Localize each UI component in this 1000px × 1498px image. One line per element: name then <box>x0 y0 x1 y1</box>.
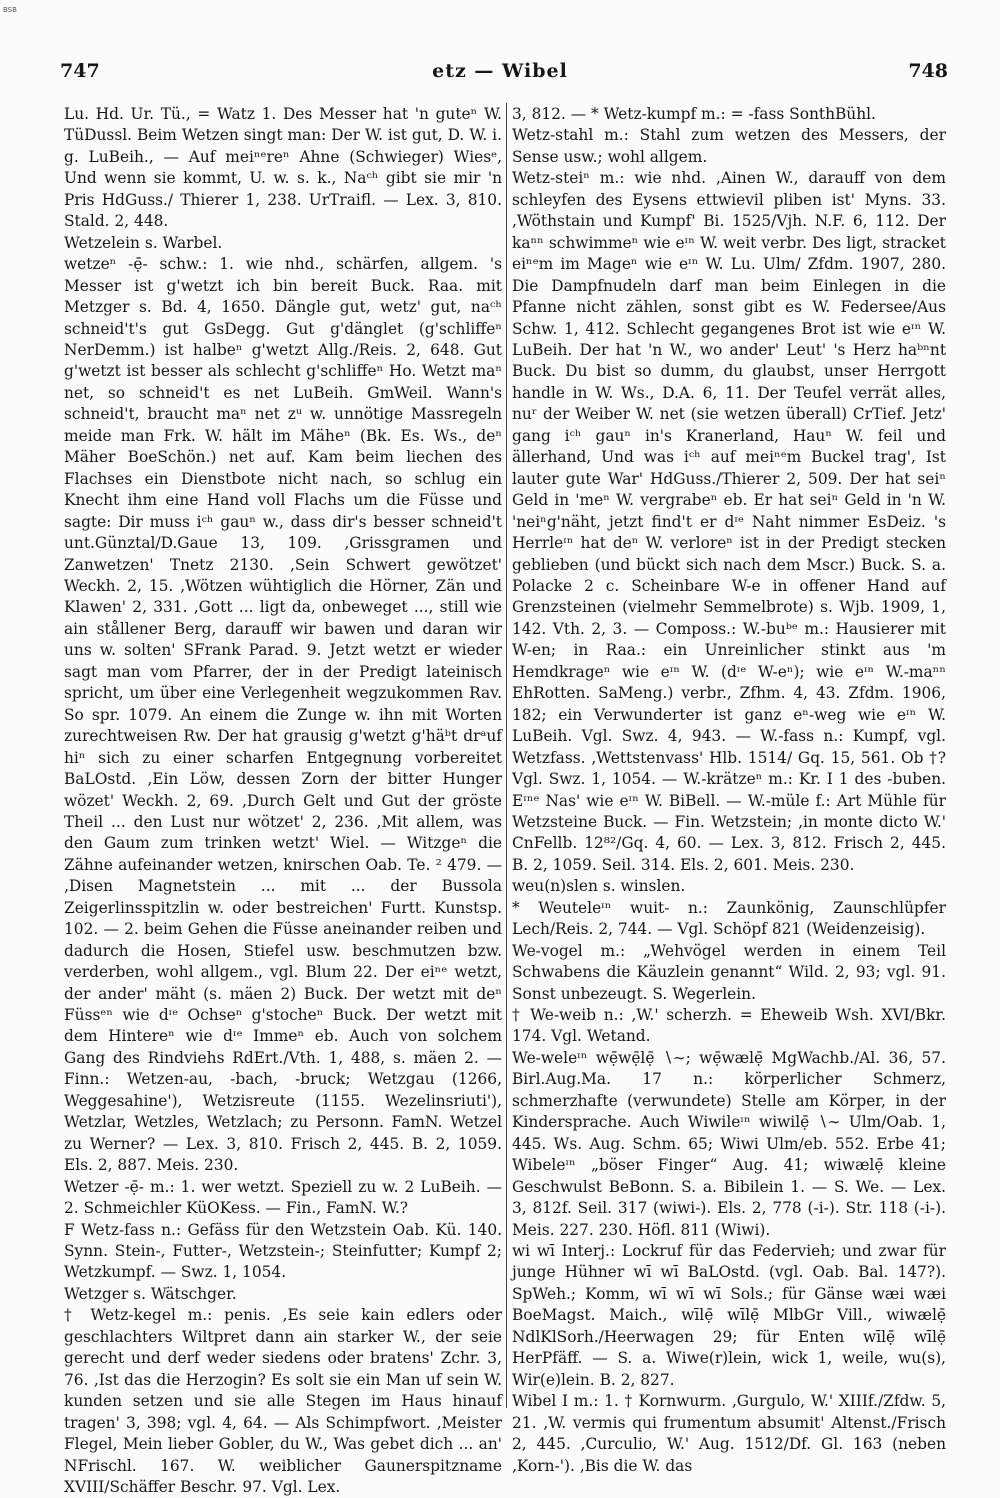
column-divider <box>506 103 507 1408</box>
running-head: etz — Wibel <box>432 60 568 82</box>
left-column <box>64 104 502 1498</box>
entry-paragraph: * Weuteleᶦⁿ wuit- n.: Zaunkönig, Zaunschlüpfer Lech/Reis. 2, 744. — Vgl. Schöpf 821 (Weidenzeisig). <box>512 898 946 939</box>
page-number-right: 748 <box>908 60 948 82</box>
entry-paragraph: weu(n)slen s. winslen. <box>512 877 686 896</box>
page-number-left: 747 <box>60 60 100 82</box>
entry-paragraph: Wetzelein s. Warbel. <box>64 233 223 252</box>
entry-paragraph: wetzeⁿ -ẹ̄- schw.: 1. wie nhd., schärfen, allgem. 's Messer ist g'wetzt ich bin bereit Buck. Raa. mit Metzger s. Bd. 4, 1650. Dängle gut, wetz' gut, naᶜʰ schneid't's gut GsDegg. Gut g'dänglet (g'schliffeⁿ NerDemm.) ist halbeⁿ g'wetzt Allg./Reis. 2, 648. Gut g'wetzt ist besser als schlecht g'schliffeⁿ Ho. Wetzt maⁿ net, so schneid't es net LuBeih. GmWeil. Wann's schneid't, braucht maⁿ net zᵘ w. unnötige Massregeln meide man Frk. W. hält im Mäheⁿ (Bk. Es. Ws., deⁿ Mäher BoeSchön.) net auf. Kam beim liechen des Flachses ein Dienstbote nicht nach, so schlug ein Knecht ihm eine Hand voll Flachs um die Füsse und sagte: Dir muss iᶜʰ gauⁿ w., dass dir's besser schneid't unt.Günztal/D.Gaue 13, 109. ‚Grissgramen und Zanwetzen' Tnetz 2130. ‚Sein Schwert gewötzet' Weckh. 2, 15. ‚Wötzen wühtiglich die Hörner, Zän und Klawen' 2, 331. ‚Gott ... ligt da, onbeweget ..., still wie ain stållener Berg, darauff wir bawen und daran wir uns w. solten' SFrank Parad. 9. Jetzt wetzt er wieder sagt man vom Pfarrer, der in der Predigt lateinisch spricht, um über eine Verlegenheit wegzukommen Rav. So spr. 1079. An einem die Zunge w. ihn mit Worten zurechtweisen Rw. Der hat grausig g'wetzt g'häᵇt drᵃuf hiⁿ sich zu einer scharfen Entgegnung vorbereitet BaLOstd. ‚Ein Löw, dessen Zorn der bitter Hunger wözet' Weckh. 2, 69. ‚Durch Gelt und Gut der gröste Theil ... den Lust nur wötzet' 2, 236. ‚Mit allem, was den Gaum zum trinken wetzt' Wiel. — Witzgeⁿ die Zähne aufeinander wetzen, knirschen Oab. Te. ² 479. — ‚Disen Magnetstein ... mit ... der Bussola Zeigerlinsspitzlin w. oder bestreichen' Furtt. Kunstsp. 102. — 2. beim Gehen die Füsse aneinander reiben und dadurch die Hosen, Stiefel usw. beschmutzen bzw. verderben, wohl allgem., vgl. Blum 22. Der eiⁿᵉ wetzt, der ander' mäht (s. mäen 2) Buck. Der wetzt mit deⁿ Füssᵉⁿ wie dᶦᵉ Ochseⁿ g'stocheⁿ Buck. Der wetzt mit dem Hintereⁿ wie dᶦᵉ Immeⁿ eb. Auch von solchem Gang des Rindviehs RdErt./Vth. 1, 488, s. mäen 2. — Finn.: Wetzen-au, -bach, -bruck; Wetzgau (1266, Weggesahine'), Wetzisreute (1155. Wezelinsriuti'), Wetzlar, Wetzles, Wetzlach; zu Personn. FamN. Wetzel zu Werner? — Lex. 3, 810. Frisch 2, 445. B. 2, 1059. Els. 2, 887. Meis. 230. <box>64 255 502 1175</box>
library-stamp: BSB <box>3 6 17 14</box>
entry-paragraph: † Wetz-kegel m.: penis. ‚Es seie kain edlers oder geschlachters Wiltpret dann ain starker W., der seie gerecht und derf weder siedens oder bratens' Zchr. 3, 76. ‚Ist das die Herzogin? Es solt sie ein Man uf sein W. kunden setzen und sie alle Stegen im Haus hinauf tragen' 3, 398; vgl. 4, 64. — Als Schimpfwort. ‚Meister Flegel, Mein lieber Gobler, du W., Was gebet dich ... an' NFrischl. 167. W. weiblicher Gaunerspitzname XVIII/Schäffer Beschr. 97. Vgl. Lex. <box>64 1306 502 1496</box>
entry-paragraph: Wetz-steiⁿ m.: wie nhd. ‚Ainen W., darauff von dem schleyfen des Eysens ettwievil pliben ist' Myns. 33. ‚Wöthstain und Kumpf' Bi. 1525/Vjh. N.F. 6, 112. Der kaⁿⁿ schwimmeⁿ wie eᶦⁿ W. weit verbr. Des ligt, stracket eiⁿᵉm im Mageⁿ wie eᶦⁿ W. Lu. Ulm/ Zfdm. 1907, 280. Die Dampfnudeln darf man beim Einlegen in die Pfanne nicht zählen, sonst gibt es W. Federsee/Aus Schw. 1, 412. Schlecht gegangenes Brot ist wie eᶦⁿ W. LuBeih. Der hat 'n W., wo ander' Leut' 's Herz haᵇⁿnt Buck. Du bist so dumm, du glaubst, unser Herrgott handle in W. Ws., D.A. 6, 11. Der Teufel verrät alles, nuʳ der Weiber W. net (sie wetzen überall) CrTief. Jetz' gang iᶜʰ gauⁿ in's Kranerland, Hauⁿ W. feil und ällerhand, Und was iᶜʰ auf meiⁿᵉm Buckel trag', Ist lauter gute War' HdGuss./Thierer 2, 509. Der hat seiⁿ Geld in 'meⁿ W. vergrabeⁿ eb. Er hat seiⁿ Geld in 'n W. 'neiⁿg'näht, jetzt find't er dᶦᵉ Naht nimmer EsDeiz. 's Herrleᶦⁿ hat deⁿ W. verloreⁿ ist in der Predigt stecken geblieben (und bückt sich nach dem Mscr.) Buck. S. a. Polacke 2 c. Scheinbare W-e in offener Hand auf Grenzsteinen (vielmehr Semmelbrote) s. Wjb. 1909, 1, 142. Vth. 2, 3. — Composs.: W.-buᵇᵉ m.: Hausierer mit W-en; in Raa.: ein Unreinlicher stinkt aus 'm Hemdkrageⁿ wie eᶦⁿ W. (dᶦᵉ W-eⁿ); wie eᶦⁿ W.-maⁿⁿ EhRotten. SaMeng.) verbr., Zfhm. 4, 43. Zfdm. 1906, 182; ein Verwunderter ist ganz eⁿ-weg wie eᶦⁿ W. LuBeih. Vgl. Swz. 4, 943. — W.-fass n.: Kumpf, vgl. Wetzfass. ‚Wettstenvass' Hlb. 1514/ Gq. 15, 561. Ob †? Vgl. Swz. 1, 1054. — W.-krätzeⁿ m.: Kr. I 1 des -buben. Eᶦⁿᵉ Nas' wie eᶦⁿ W. BiBell. — W.-müle f.: Art Mühle für Wetzsteine Buck. — Fin. Wetzstein; ‚in monte dicto W.' CnFellb. 12⁸²/Gq. 4, 60. — Lex. 3, 812. Frisch 2, 445. B. 2, 1059. Seil. 314. Els. 2, 601. Meis. 230. <box>512 169 946 874</box>
entry-paragraph: Wetz-stahl m.: Stahl zum wetzen des Messers, der Sense usw.; wohl allgem. <box>512 126 946 166</box>
entry-paragraph: We-vogel m.: „Wehvögel werden in einem Teil Schwabens die Käuzlein genannt“ Wild. 2, 93; vgl. 91. Sonst unbezeugt. S. Wegerlein. <box>512 941 946 1003</box>
entry-paragraph: Wetzer -ẹ̄- m.: 1. wer wetzt. Speziell zu w. 2 LuBeih. — 2. Schmeichler KüOKess. — Fin., FamN. W.? <box>64 1177 502 1218</box>
entry-paragraph: Lu. Hd. Ur. Tü., = Watz 1. Des Messer hat 'n guteⁿ W. TüDussl. Beim Wetzen singt man: Der W. ist gut, D. W. i. g. LuBeih., — Auf meiⁿᵉreⁿ Ahne (Schwieger) Wiesᵉ, Und wenn sie kommt, U. w. s. k., Naᶜʰ gibt sie mir 'n Pris HdGuss./ Thierer 1, 238. UrTraifl. — Lex. 3, 810. Stald. 2, 448. <box>64 105 502 231</box>
entry-paragraph: Wibel I m.: 1. † Kornwurm. ‚Gurgulo, W.' XIIIf./Zfdw. 5, 21. ‚W. vermis qui frumentum absumit' Altenst./Frisch 2, 445. ‚Curculio, W.' Aug. 1512/Df. Gl. 163 (neben ‚Korn-'). ‚Bis die W. das <box>512 1392 946 1475</box>
entry-paragraph: F Wetz-fass n.: Gefäss für den Wetzstein Oab. Kü. 140. Synn. Stein-, Futter-, Wetzstein-; Steinfutter; Kumpf 2; Wetzkumpf. — Swz. 1, 1054. <box>64 1220 502 1282</box>
entry-paragraph: † We-weib n.: ‚W.' scherzh. = Eheweib Wsh. XVI/Bkr. 174. Vgl. Wetand. <box>512 1006 946 1046</box>
entry-paragraph: We-weleᶦⁿ wẹ̄wẹ̄lẹ̄ ∖∼; wẹ̄wælẹ̄ MgWachb./Al. 36, 57. Birl.Aug.Ma. 17 n.: körperlicher Schmerz, schmerzhafte (verwundete) Stelle am Körper, in der Kindersprache. Auch Wiwileᶦⁿ wiwilẹ̄ ∖∼ Ulm/Oab. 1, 445. Ws. Aug. Schm. 65; Wiwi Ulm/eb. 552. Erbe 41; Wibeleᶦⁿ „böser Finger“ Aug. 41; wiwælẹ̄ kleine Geschwulst BeBonn. S. a. Bibilein 1. — S. We. — Lex. 3, 812f. Seil. 317 (wiwi-). Els. 2, 778 (-i-). Str. 118 (-i-). Meis. 227. 230. Höfl. 811 (Wiwi). <box>512 1048 946 1239</box>
entry-paragraph: Wetzger s. Wätschger. <box>64 1284 237 1303</box>
page-header <box>0 60 1000 90</box>
entry-paragraph: 3, 812. — * Wetz-kumpf m.: = -fass SonthBühl. <box>512 105 876 123</box>
entry-paragraph: wi wī Interj.: Lockruf für das Federvieh; und zwar für junge Hühner wī wī BaLOstd. (vgl. Oab. Bal. 147?). SpWeh.; Komm, wī wī wī Sols.; für Gänse wæi wæi BoeMagst. Maich., wīlẹ̄ wīlẹ̄ MlbGr Vill., wiwælẹ̄ NdlKlSorh./Heerwagen 29; für Enten wīlẹ̄ wīlẹ̄ HerPfäff. — S. a. Wiwe(r)lein, wick 1, weile, wu(s), Wir(e)lein. B. 2, 827. <box>512 1242 946 1389</box>
right-column <box>512 104 946 1477</box>
